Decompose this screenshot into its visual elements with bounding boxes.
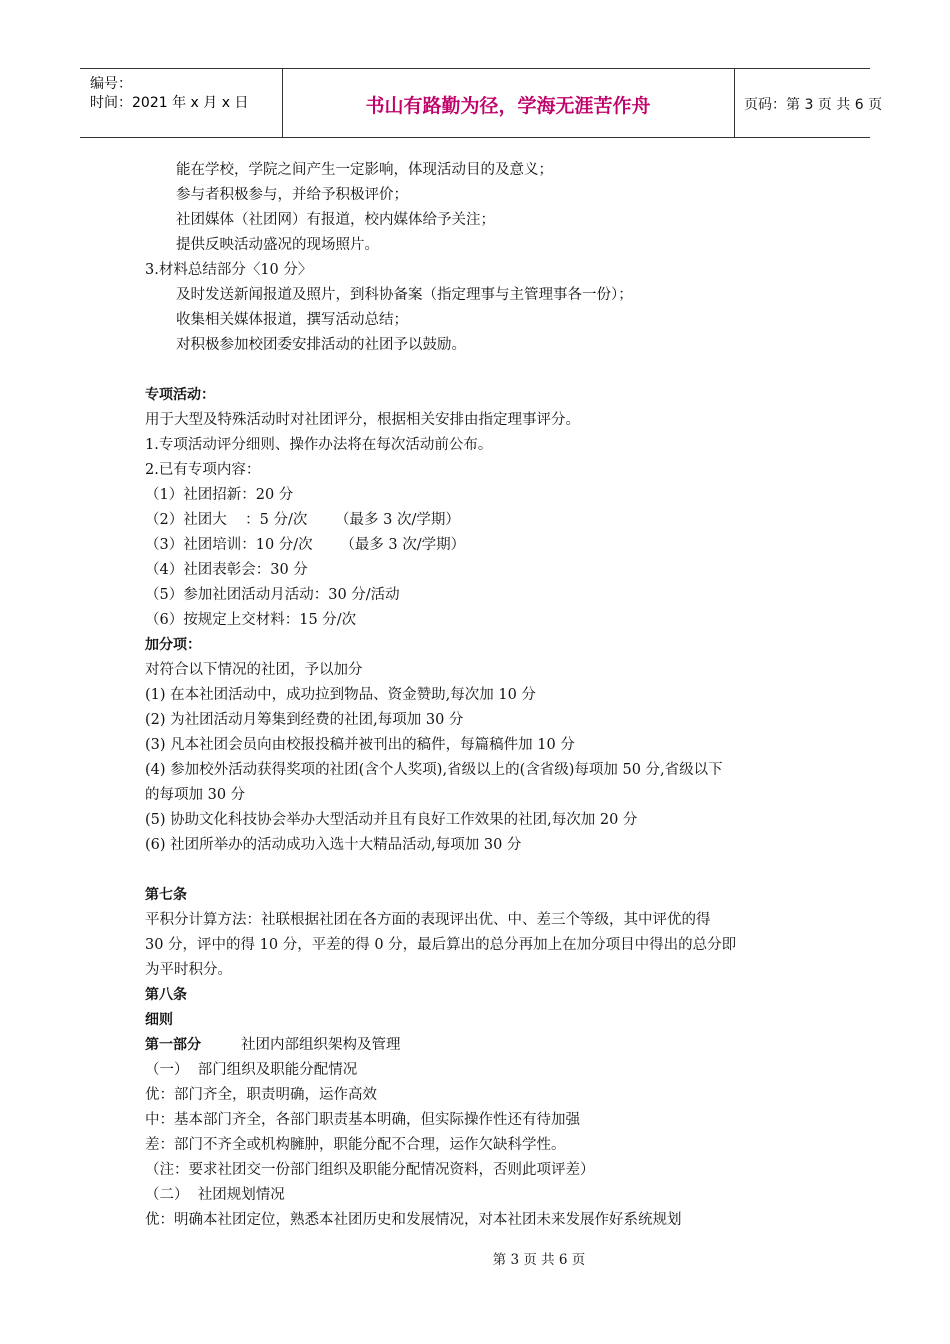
list-item-continuation: 的每项加 30 分 <box>145 787 246 803</box>
list-item: （2）社团大 ：5 分/次 （最多 3 次/学期） <box>145 512 460 528</box>
page-header <box>80 68 883 138</box>
list-item: (4) 参加校外活动获得奖项的社团(含个人奖项),省级以上的(含省级)每项加 50 分,省级以下 <box>145 762 723 778</box>
part-1-text: 社团内部组织架构及管理 <box>241 1037 401 1053</box>
paragraph-line: 差：部门不齐全或机构臃肿，职能分配不合理，运作欠缺科学性。 <box>145 1137 566 1153</box>
article-8-title: 第八条 <box>145 987 187 1003</box>
list-item: (1) 在本社团活动中，成功拉到物品、资金赞助,每次加 10 分 <box>145 687 536 703</box>
spacer <box>145 358 825 383</box>
document-number-label: 编号： <box>90 76 132 92</box>
list-item: (2) 为社团活动月筹集到经费的社团,每项加 30 分 <box>145 712 464 728</box>
article-7-title: 第七条 <box>145 887 187 903</box>
paragraph-line: 提供反映活动盛况的现场照片。 <box>176 237 379 253</box>
subsection-heading: （二） 社团规划情况 <box>145 1187 285 1203</box>
paragraph-line: 社团媒体（社团网）有报道，校内媒体给予关注； <box>176 212 495 228</box>
list-item: (5) 协助文化科技协会举办大型活动并且有良好工作效果的社团,每次加 20 分 <box>145 812 638 828</box>
list-item: （4）社团表彰会：30 分 <box>145 562 308 578</box>
paragraph-line: 中：基本部门齐全，各部门职责基本明确，但实际操作性还有待加强 <box>145 1112 580 1128</box>
header-page-cell <box>734 69 883 137</box>
list-item: （5）参加社团活动月活动：30 分/活动 <box>145 587 400 603</box>
section-heading-materials: 3.材料总结部分〈10 分〉 <box>145 262 313 278</box>
paragraph-line: 能在学校，学院之间产生一定影响，体现活动目的及意义； <box>176 162 553 178</box>
part-1-label: 第一部分 <box>145 1037 201 1053</box>
document-body <box>145 158 825 1233</box>
header-meta-cell <box>80 69 283 137</box>
paragraph-line: 30 分，评中的得 10 分，平差的得 0 分，最后算出的总分再加上在加分项目中得出的总分即 <box>145 937 737 953</box>
list-item: （3）社团培训：10 分/次 （最多 3 次/学期） <box>145 537 466 553</box>
list-item: (6) 社团所举办的活动成功入选十大精品活动,每项加 30 分 <box>145 837 522 853</box>
header-motto: 书山有路勤为径，学海无涯苦作舟 <box>365 95 651 117</box>
paragraph-line: 2.已有专项内容： <box>145 462 261 478</box>
paragraph-line: 为平时积分。 <box>145 962 232 978</box>
paragraph-line: 用于大型及特殊活动时对社团评分，根据相关安排由指定理事评分。 <box>145 412 580 428</box>
paragraph-line: 参与者积极参与，并给予积极评价； <box>176 187 408 203</box>
paragraph-line: 对积极参加校团委安排活动的社团予以鼓励。 <box>176 337 466 353</box>
rules-title: 细则 <box>145 1012 173 1028</box>
paragraph-line: 对符合以下情况的社团，予以加分 <box>145 662 363 678</box>
list-item: （6）按规定上交材料：15 分/次 <box>145 612 357 628</box>
paragraph-line: 平积分计算方法：社联根据社团在各方面的表现评出优、中、差三个等级，其中评优的得 <box>145 912 711 928</box>
header-motto-cell <box>282 69 735 137</box>
paragraph-line: 优：明确本社团定位，熟悉本社团历史和发展情况，对本社团未来发展作好系统规划 <box>145 1212 682 1228</box>
part-1-heading <box>145 1033 825 1058</box>
document-date-label: 时间：2021 年 x 月 x 日 <box>90 95 249 111</box>
special-activities-title: 专项活动： <box>145 387 215 403</box>
page-footer: 第 3 页 共 6 页 <box>492 1252 586 1268</box>
subsection-heading: （一） 部门组织及职能分配情况 <box>145 1062 358 1078</box>
header-page-code: 页码：第 3 页 共 6 页 <box>744 97 883 113</box>
paragraph-line: 收集相关媒体报道，撰写活动总结； <box>176 312 408 328</box>
paragraph-line: 1.专项活动评分细则、操作办法将在每次活动前公布。 <box>145 437 493 453</box>
bonus-items-title: 加分项： <box>145 637 201 653</box>
paragraph-line: 及时发送新闻报道及照片，到科协备案（指定理事与主管理事各一份）； <box>176 287 633 303</box>
list-item: （1）社团招新：20 分 <box>145 487 294 503</box>
spacer <box>145 858 825 883</box>
list-item: (3) 凡本社团会员向由校报投稿并被刊出的稿件，每篇稿件加 10 分 <box>145 737 575 753</box>
paragraph-line: 优：部门齐全，职责明确，运作高效 <box>145 1087 377 1103</box>
note-line: （注：要求社团交一份部门组织及职能分配情况资料，否则此项评差） <box>145 1162 595 1178</box>
